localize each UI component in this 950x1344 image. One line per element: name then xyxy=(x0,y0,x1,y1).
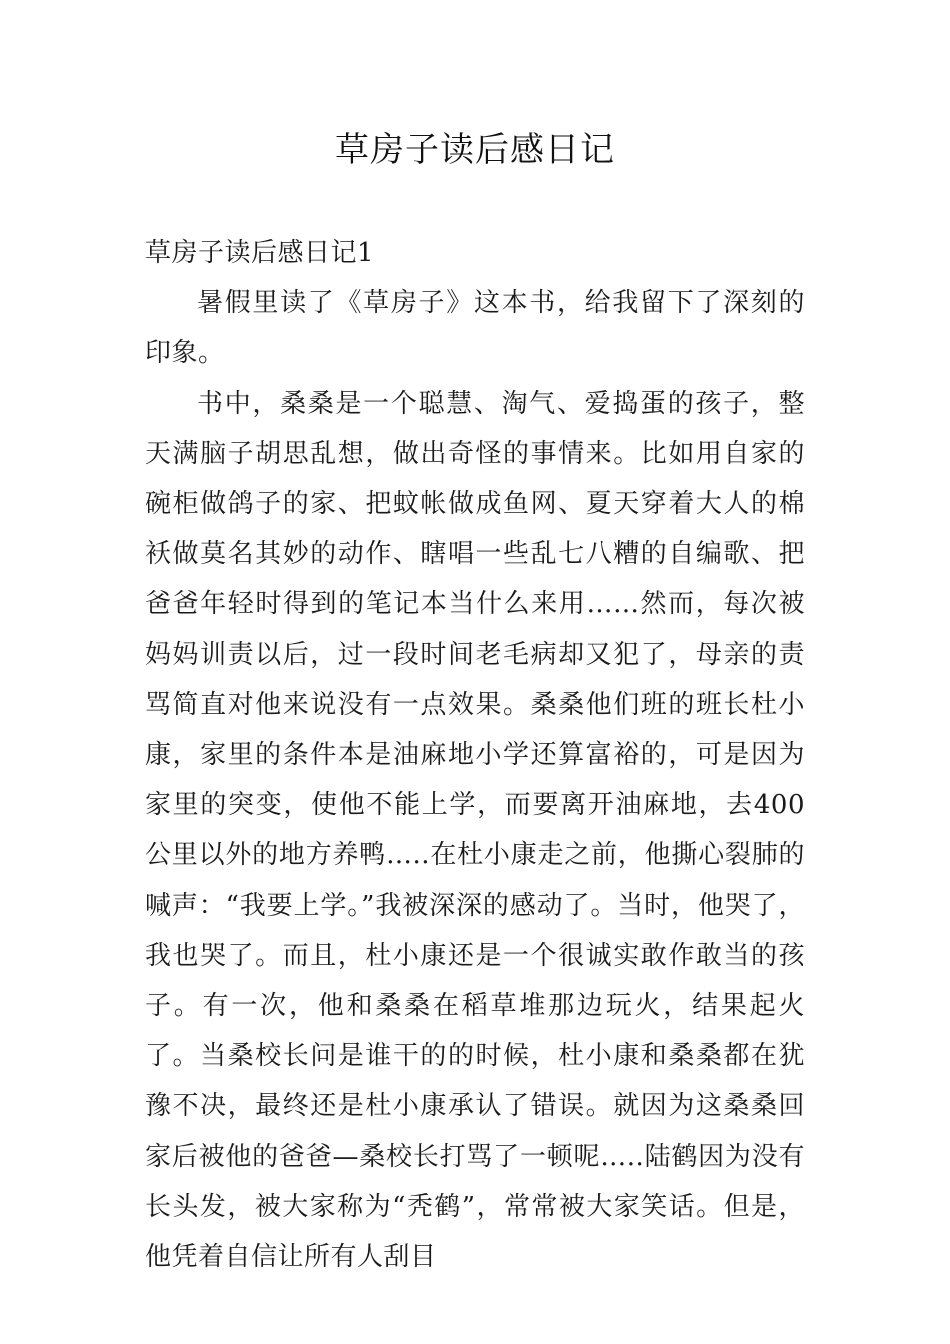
paragraph: 书中，桑桑是一个聪慧、淘气、爱捣蛋的孩子，整天满脑子胡思乱想，做出奇怪的事情来。比如用自家的碗柜做鸽子的家、把蚊帐做成鱼网、夏天穿着大人的棉袄做莫名其妙的动作、瞎唱一些乱七八糟的自编歌、把爸爸年轻时得到的笔记本当什么来用……然而，每次被妈妈训责以后，过一段时间老毛病却又犯了，母亲的责骂简直对他来说没有一点效果。桑桑他们班的班长杜小康，家里的条件本是油麻地小学还算富裕的，可是因为家里的突变，使他不能上学，而要离开油麻地，去400公里以外的地方养鸭…..在杜小康走之前，他撕心裂肺的喊声：“我要上学。”我被深深的感动了。当时，他哭了，我也哭了。而且，杜小康还是一个很诚实敢作敢当的孩子。有一次，他和桑桑在稻草堆那边玩火，结果起火了。当桑校长问是谁干的的时候，杜小康和桑桑都在犹豫不决，最终还是杜小康承认了错误。就因为这桑桑回家后被他的爸爸—桑校长打骂了一顿呢…..陆鹤因为没有长头发，被大家称为“秃鹤”，常常被大家笑话。但是，他凭着自信让所有人刮目 xyxy=(145,388,805,1273)
document-body xyxy=(145,228,805,1282)
document-title: 草房子读后感日记 xyxy=(335,130,615,170)
paragraph: 暑假里读了《草房子》这本书，给我留下了深刻的印象。 xyxy=(145,288,805,369)
section-heading: 草房子读后感日记1 xyxy=(145,238,375,268)
